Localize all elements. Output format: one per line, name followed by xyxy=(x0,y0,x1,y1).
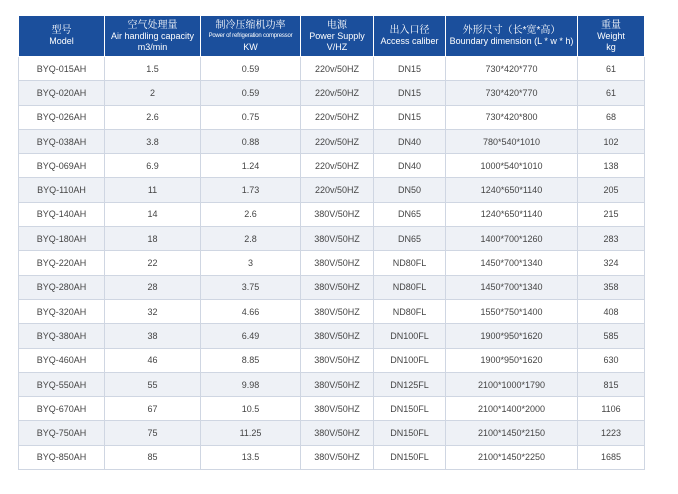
cell-air-capacity: 32 xyxy=(105,299,201,323)
cell-air-capacity: 18 xyxy=(105,227,201,251)
cell-weight: 68 xyxy=(578,105,645,129)
cell-dimension: 2100*1400*2000 xyxy=(446,397,578,421)
header-air-capacity-zh: 空气处理量 xyxy=(127,19,178,31)
cell-power-supply: 220v/50HZ xyxy=(301,129,374,153)
cell-compressor-power: 13.5 xyxy=(201,445,301,469)
cell-air-capacity: 6.9 xyxy=(105,154,201,178)
header-power-supply-en: Power Supply xyxy=(309,30,365,41)
cell-weight: 630 xyxy=(578,348,645,372)
table-row xyxy=(19,105,645,129)
table-row xyxy=(19,57,645,81)
table-row xyxy=(19,348,645,372)
header-compressor-power xyxy=(201,16,301,57)
header-weight xyxy=(578,16,645,57)
cell-model: BYQ-180AH xyxy=(19,227,105,251)
cell-model: BYQ-320AH xyxy=(19,299,105,323)
cell-access-caliber: DN40 xyxy=(374,154,446,178)
cell-access-caliber: DN150FL xyxy=(374,421,446,445)
cell-power-supply: 220v/50HZ xyxy=(301,57,374,81)
cell-weight: 205 xyxy=(578,178,645,202)
table-row xyxy=(19,202,645,226)
cell-access-caliber: DN65 xyxy=(374,227,446,251)
table-row xyxy=(19,81,645,105)
cell-access-caliber: ND80FL xyxy=(374,251,446,275)
cell-model: BYQ-020AH xyxy=(19,81,105,105)
cell-dimension: 1240*650*1140 xyxy=(446,178,578,202)
cell-dimension: 1550*750*1400 xyxy=(446,299,578,323)
cell-dimension: 1450*700*1340 xyxy=(446,275,578,299)
table-row xyxy=(19,324,645,348)
cell-air-capacity: 11 xyxy=(105,178,201,202)
cell-access-caliber: DN15 xyxy=(374,57,446,81)
header-access-caliber xyxy=(374,16,446,57)
cell-compressor-power: 1.24 xyxy=(201,154,301,178)
cell-weight: 102 xyxy=(578,129,645,153)
cell-compressor-power: 3.75 xyxy=(201,275,301,299)
table-row xyxy=(19,129,645,153)
cell-weight: 408 xyxy=(578,299,645,323)
cell-access-caliber: DN125FL xyxy=(374,372,446,396)
header-air-capacity xyxy=(105,16,201,57)
cell-compressor-power: 9.98 xyxy=(201,372,301,396)
cell-access-caliber: DN15 xyxy=(374,105,446,129)
header-power-supply xyxy=(301,16,374,57)
cell-compressor-power: 3 xyxy=(201,251,301,275)
cell-model: BYQ-850AH xyxy=(19,445,105,469)
cell-compressor-power: 0.88 xyxy=(201,129,301,153)
cell-power-supply: 380V/50HZ xyxy=(301,372,374,396)
cell-access-caliber: DN40 xyxy=(374,129,446,153)
cell-model: BYQ-220AH xyxy=(19,251,105,275)
cell-air-capacity: 14 xyxy=(105,202,201,226)
table-row xyxy=(19,397,645,421)
cell-weight: 61 xyxy=(578,57,645,81)
cell-power-supply: 220v/50HZ xyxy=(301,105,374,129)
cell-compressor-power: 0.75 xyxy=(201,105,301,129)
cell-power-supply: 380V/50HZ xyxy=(301,227,374,251)
cell-dimension: 730*420*770 xyxy=(446,57,578,81)
header-air-capacity-en: Air handling capacity xyxy=(110,30,195,41)
cell-dimension: 2100*1450*2250 xyxy=(446,445,578,469)
table-row xyxy=(19,178,645,202)
cell-access-caliber: DN15 xyxy=(374,81,446,105)
spec-table-container xyxy=(18,15,644,470)
cell-dimension: 1900*950*1620 xyxy=(446,348,578,372)
header-model xyxy=(19,16,105,57)
cell-dimension: 780*540*1010 xyxy=(446,129,578,153)
header-model-en: Model xyxy=(49,36,74,46)
header-dimension-zh: 外形尺寸（长*宽*高） xyxy=(462,25,561,36)
cell-compressor-power: 0.59 xyxy=(201,81,301,105)
cell-dimension: 1900*950*1620 xyxy=(446,324,578,348)
header-weight-en: Weight xyxy=(597,30,625,41)
cell-model: BYQ-670AH xyxy=(19,397,105,421)
cell-power-supply: 220v/50HZ xyxy=(301,154,374,178)
cell-air-capacity: 55 xyxy=(105,372,201,396)
cell-power-supply: 380V/50HZ xyxy=(301,445,374,469)
cell-dimension: 2100*1450*2150 xyxy=(446,421,578,445)
cell-model: BYQ-026AH xyxy=(19,105,105,129)
header-power-supply-unit: V/HZ xyxy=(326,41,348,52)
cell-weight: 61 xyxy=(578,81,645,105)
cell-compressor-power: 6.49 xyxy=(201,324,301,348)
cell-model: BYQ-460AH xyxy=(19,348,105,372)
cell-model: BYQ-750AH xyxy=(19,421,105,445)
cell-access-caliber: DN50 xyxy=(374,178,446,202)
header-weight-unit: kg xyxy=(606,41,616,52)
cell-weight: 1223 xyxy=(578,421,645,445)
table-row xyxy=(19,445,645,469)
cell-compressor-power: 8.85 xyxy=(201,348,301,372)
header-compressor-power-zh: 制冷压缩机功率 xyxy=(215,19,286,31)
cell-model: BYQ-140AH xyxy=(19,202,105,226)
cell-power-supply: 220v/50HZ xyxy=(301,178,374,202)
cell-dimension: 730*420*770 xyxy=(446,81,578,105)
cell-dimension: 1000*540*1010 xyxy=(446,154,578,178)
cell-model: BYQ-069AH xyxy=(19,154,105,178)
cell-model: BYQ-280AH xyxy=(19,275,105,299)
cell-power-supply: 380V/50HZ xyxy=(301,251,374,275)
cell-weight: 138 xyxy=(578,154,645,178)
cell-air-capacity: 46 xyxy=(105,348,201,372)
header-dimension-en: Boundary dimension (L * w * h) xyxy=(449,36,574,46)
cell-weight: 215 xyxy=(578,202,645,226)
cell-compressor-power: 2.6 xyxy=(201,202,301,226)
header-access-caliber-en: Access caliber xyxy=(380,36,439,46)
header-power-supply-zh: 电源 xyxy=(327,19,347,31)
cell-access-caliber: DN100FL xyxy=(374,324,446,348)
cell-weight: 815 xyxy=(578,372,645,396)
cell-air-capacity: 85 xyxy=(105,445,201,469)
cell-weight: 358 xyxy=(578,275,645,299)
cell-access-caliber: DN65 xyxy=(374,202,446,226)
spec-table xyxy=(18,15,645,470)
cell-power-supply: 380V/50HZ xyxy=(301,324,374,348)
cell-compressor-power: 2.8 xyxy=(201,227,301,251)
cell-access-caliber: DN150FL xyxy=(374,397,446,421)
table-row xyxy=(19,421,645,445)
cell-air-capacity: 1.5 xyxy=(105,57,201,81)
table-row xyxy=(19,227,645,251)
cell-power-supply: 380V/50HZ xyxy=(301,299,374,323)
cell-air-capacity: 28 xyxy=(105,275,201,299)
header-compressor-power-unit: KW xyxy=(243,41,258,52)
cell-power-supply: 380V/50HZ xyxy=(301,421,374,445)
cell-dimension: 2100*1000*1790 xyxy=(446,372,578,396)
cell-air-capacity: 67 xyxy=(105,397,201,421)
header-weight-zh: 重量 xyxy=(601,19,621,31)
table-row xyxy=(19,154,645,178)
cell-power-supply: 380V/50HZ xyxy=(301,202,374,226)
cell-model: BYQ-550AH xyxy=(19,372,105,396)
cell-model: BYQ-015AH xyxy=(19,57,105,81)
cell-dimension: 1400*700*1260 xyxy=(446,227,578,251)
cell-air-capacity: 75 xyxy=(105,421,201,445)
table-row xyxy=(19,299,645,323)
cell-power-supply: 220v/50HZ xyxy=(301,81,374,105)
cell-access-caliber: DN100FL xyxy=(374,348,446,372)
cell-compressor-power: 10.5 xyxy=(201,397,301,421)
cell-power-supply: 380V/50HZ xyxy=(301,397,374,421)
cell-weight: 585 xyxy=(578,324,645,348)
cell-access-caliber: ND80FL xyxy=(374,299,446,323)
cell-compressor-power: 11.25 xyxy=(201,421,301,445)
cell-model: BYQ-110AH xyxy=(19,178,105,202)
cell-weight: 324 xyxy=(578,251,645,275)
header-air-capacity-unit: m3/min xyxy=(137,41,168,52)
cell-access-caliber: DN150FL xyxy=(374,445,446,469)
table-row xyxy=(19,251,645,275)
table-row xyxy=(19,275,645,299)
cell-air-capacity: 2 xyxy=(105,81,201,105)
cell-compressor-power: 0.59 xyxy=(201,57,301,81)
cell-weight: 283 xyxy=(578,227,645,251)
header-model-zh: 型号 xyxy=(51,25,72,36)
cell-compressor-power: 1.73 xyxy=(201,178,301,202)
header-compressor-power-en: Power of refrigeration compressor xyxy=(208,32,293,39)
cell-compressor-power: 4.66 xyxy=(201,299,301,323)
cell-weight: 1106 xyxy=(578,397,645,421)
cell-dimension: 1450*700*1340 xyxy=(446,251,578,275)
cell-access-caliber: ND80FL xyxy=(374,275,446,299)
cell-dimension: 1240*650*1140 xyxy=(446,202,578,226)
cell-dimension: 730*420*800 xyxy=(446,105,578,129)
cell-air-capacity: 22 xyxy=(105,251,201,275)
table-body xyxy=(19,57,645,470)
cell-air-capacity: 3.8 xyxy=(105,129,201,153)
cell-weight: 1685 xyxy=(578,445,645,469)
cell-model: BYQ-038AH xyxy=(19,129,105,153)
cell-air-capacity: 2.6 xyxy=(105,105,201,129)
cell-power-supply: 380V/50HZ xyxy=(301,275,374,299)
header-access-caliber-zh: 出入口径 xyxy=(389,25,430,36)
cell-air-capacity: 38 xyxy=(105,324,201,348)
cell-model: BYQ-380AH xyxy=(19,324,105,348)
cell-power-supply: 380V/50HZ xyxy=(301,348,374,372)
header-dimension xyxy=(446,16,578,57)
table-row xyxy=(19,372,645,396)
table-header-row xyxy=(19,16,645,57)
